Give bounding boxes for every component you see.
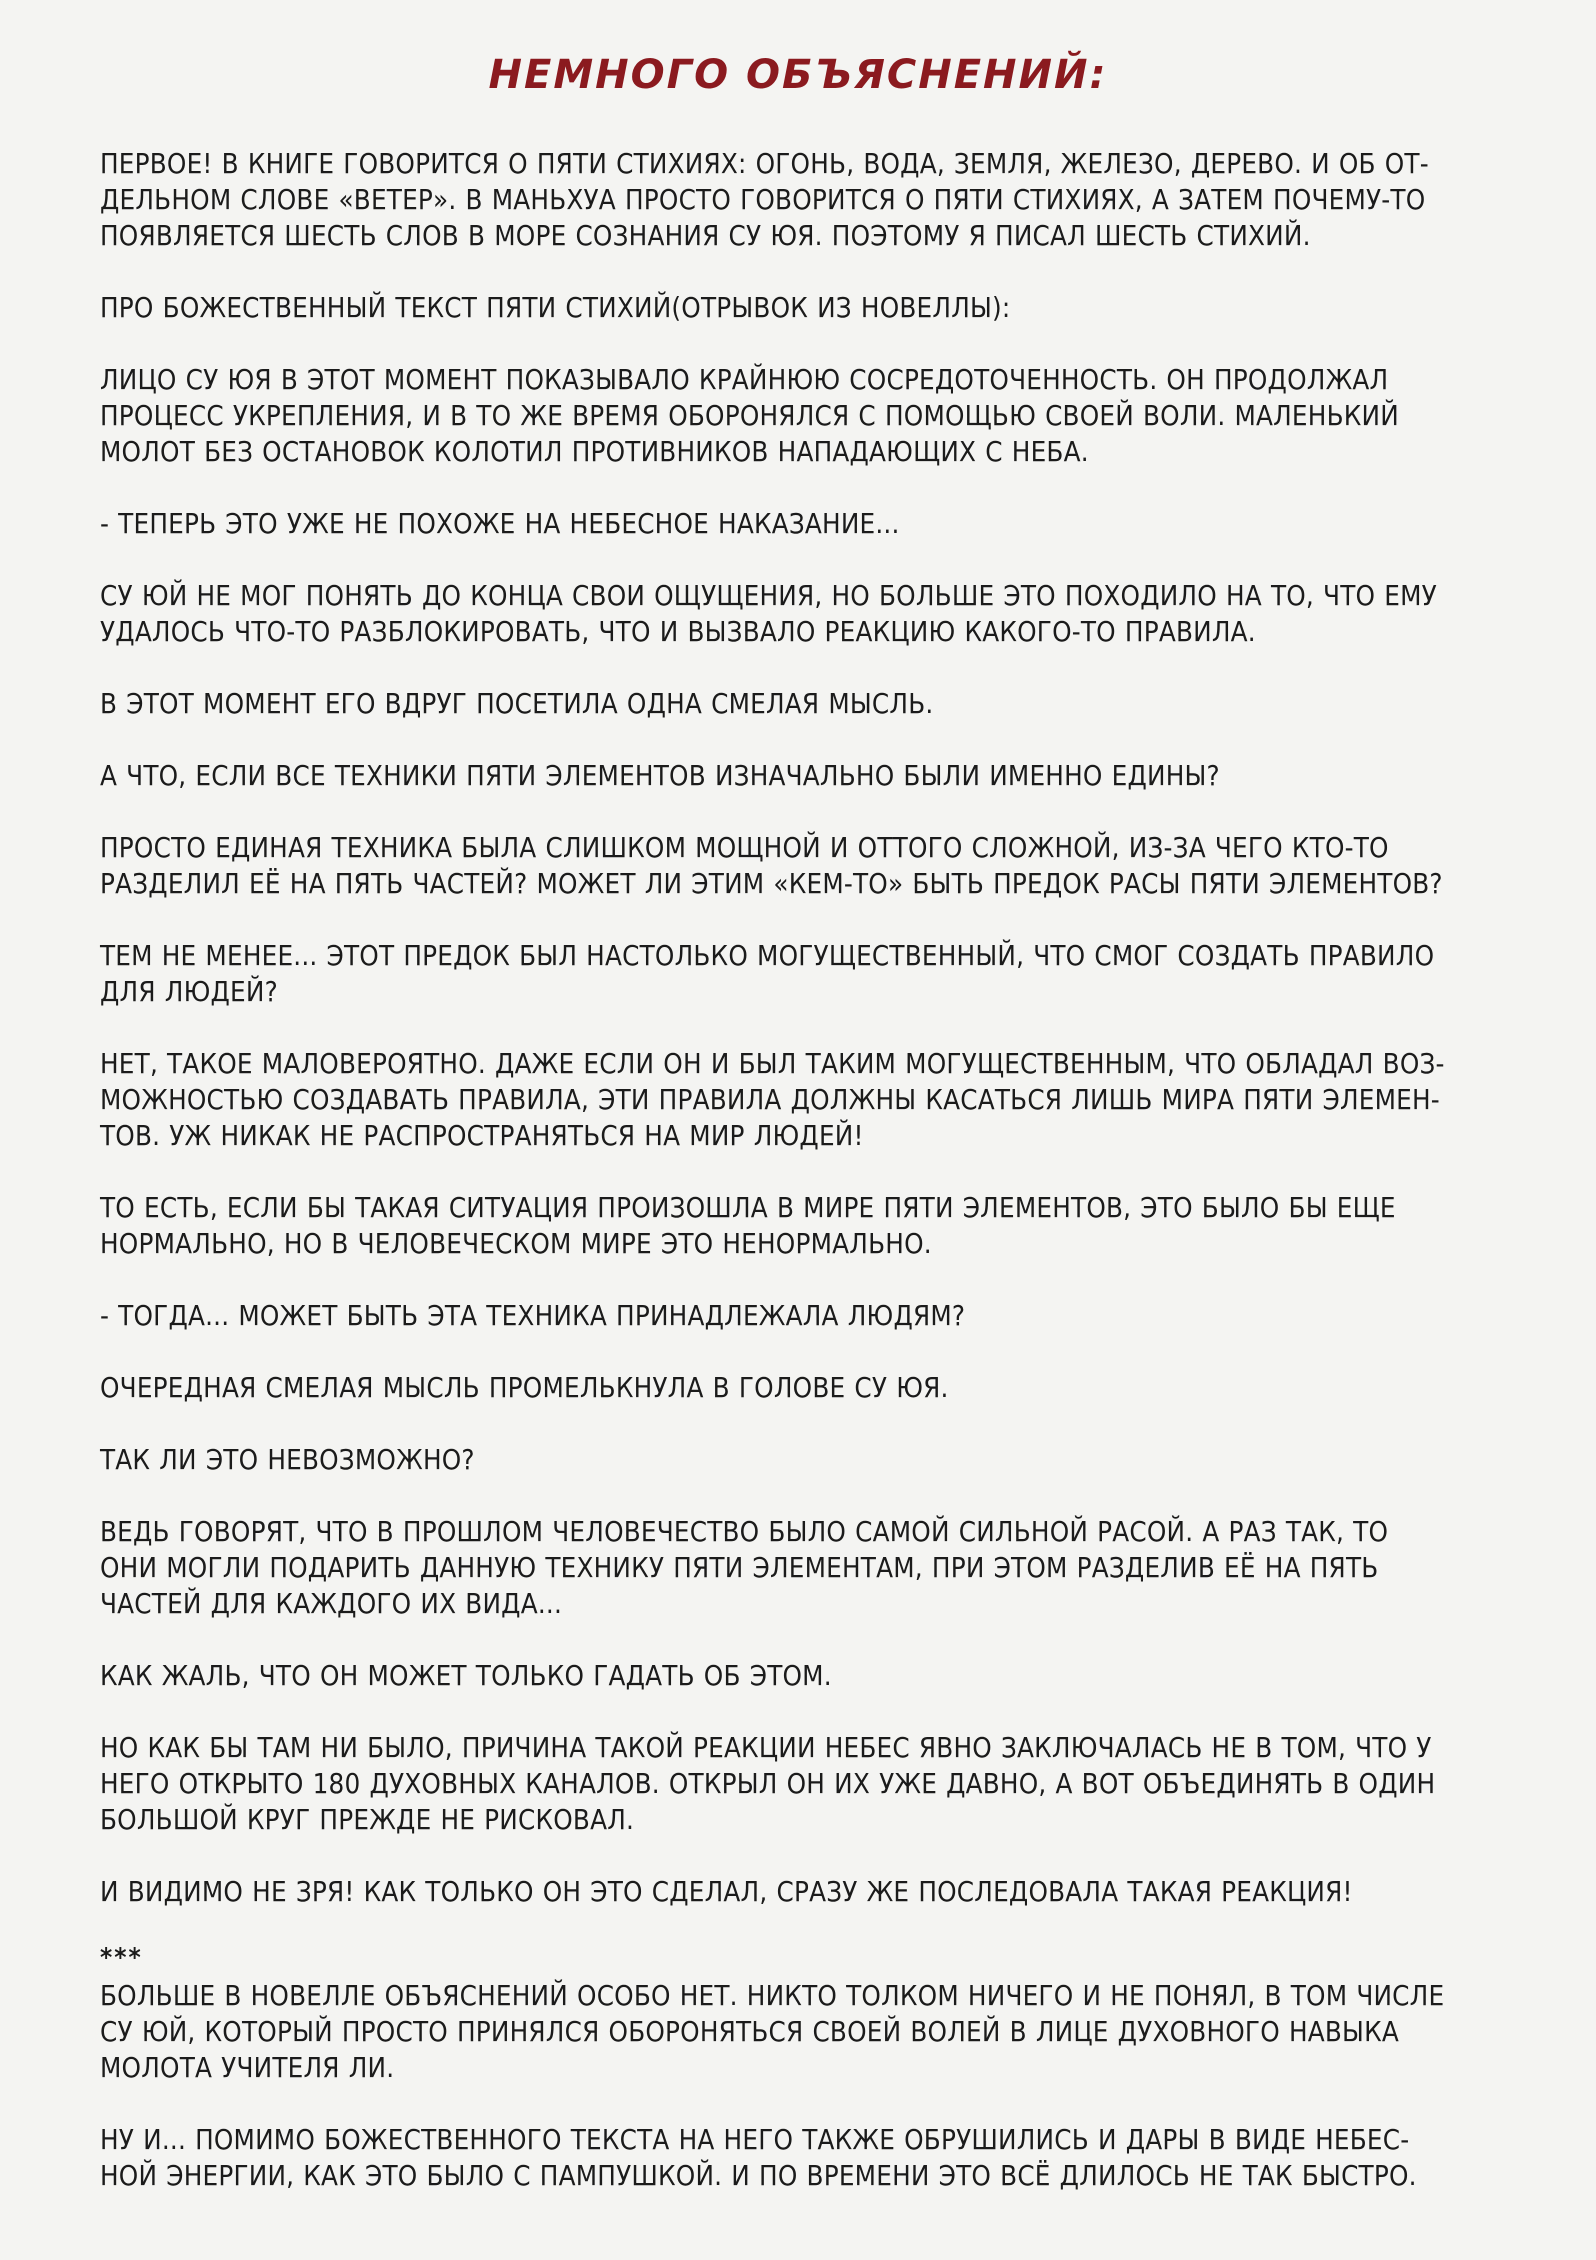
text-line: ВЕДЬ ГОВОРЯТ, ЧТО В ПРОШЛОМ ЧЕЛОВЕЧЕСТВО БЫЛО САМОЙ СИЛЬНОЙ РАСОЙ. А РАЗ ТАК, ТО xyxy=(100,1516,1389,1548)
text-line: ПРОСТО ЕДИНАЯ ТЕХНИКА БЫЛА СЛИШКОМ МОЩНОЙ И ОТТОГО СЛОЖНОЙ, ИЗ-ЗА ЧЕГО КТО-ТО xyxy=(100,832,1389,864)
text-line: УДАЛОСЬ ЧТО-ТО РАЗБЛОКИРОВАТЬ, ЧТО И ВЫЗВАЛО РЕАКЦИЮ КАКОГО-ТО ПРАВИЛА. xyxy=(100,616,1256,648)
paragraph xyxy=(100,830,1510,902)
text-line: ДЕЛЬНОМ СЛОВЕ «ВЕТЕР». В МАНЬХУА ПРОСТО ГОВОРИТСЯ О ПЯТИ СТИХИЯХ, А ЗАТЕМ ПОЧЕМУ-ТО xyxy=(100,184,1426,216)
text-line: РАЗДЕЛИЛ ЕЁ НА ПЯТЬ ЧАСТЕЙ? МОЖЕТ ЛИ ЭТИМ «КЕМ-ТО» БЫТЬ ПРЕДОК РАСЫ ПЯТИ ЭЛЕМЕНТОВ? xyxy=(100,868,1443,900)
text-line: СУ ЮЙ НЕ МОГ ПОНЯТЬ ДО КОНЦА СВОИ ОЩУЩЕНИЯ, НО БОЛЬШЕ ЭТО ПОХОДИЛО НА ТО, ЧТО ЕМУ xyxy=(100,580,1437,612)
text-line: НОРМАЛЬНО, НО В ЧЕЛОВЕЧЕСКОМ МИРЕ ЭТО НЕНОРМАЛЬНО. xyxy=(100,1228,932,1260)
page-title: НЕМНОГО ОБЪЯСНЕНИЙ: xyxy=(488,52,1108,98)
body-text xyxy=(100,146,1510,2230)
text-line: КАК ЖАЛЬ, ЧТО ОН МОЖЕТ ТОЛЬКО ГАДАТЬ ОБ ЭТОМ. xyxy=(100,1660,832,1692)
text-line: В ЭТОТ МОМЕНТ ЕГО ВДРУГ ПОСЕТИЛА ОДНА СМЕЛАЯ МЫСЛЬ. xyxy=(100,688,934,720)
paragraph xyxy=(100,1442,1510,1478)
text-line: БОЛЬШЕ В НОВЕЛЛЕ ОБЪЯСНЕНИЙ ОСОБО НЕТ. НИКТО ТОЛКОМ НИЧЕГО И НЕ ПОНЯЛ, В ТОМ ЧИСЛЕ xyxy=(100,1980,1445,2012)
text-line: И ВИДИМО НЕ ЗРЯ! КАК ТОЛЬКО ОН ЭТО СДЕЛАЛ, СРАЗУ ЖЕ ПОСЛЕДОВАЛА ТАКАЯ РЕАКЦИЯ! xyxy=(100,1876,1353,1908)
paragraph xyxy=(100,1978,1510,2086)
text-line: ЧАСТЕЙ ДЛЯ КАЖДОГО ИХ ВИДА... xyxy=(100,1588,563,1620)
text-line: ТЕМ НЕ МЕНЕЕ... ЭТОТ ПРЕДОК БЫЛ НАСТОЛЬКО МОГУЩЕСТВЕННЫЙ, ЧТО СМОГ СОЗДАТЬ ПРАВИЛО xyxy=(100,940,1435,972)
paragraph xyxy=(100,1190,1510,1262)
text-line: НЕТ, ТАКОЕ МАЛОВЕРОЯТНО. ДАЖЕ ЕСЛИ ОН И БЫЛ ТАКИМ МОГУЩЕСТВЕННЫМ, ЧТО ОБЛАДАЛ ВОЗ- xyxy=(100,1048,1445,1080)
paragraph xyxy=(100,1046,1510,1154)
text-line: ПОЯВЛЯЕТСЯ ШЕСТЬ СЛОВ В МОРЕ СОЗНАНИЯ СУ ЮЯ. ПОЭТОМУ Я ПИСАЛ ШЕСТЬ СТИХИЙ. xyxy=(100,220,1311,252)
paragraph xyxy=(100,1874,1510,1910)
text-line: БОЛЬШОЙ КРУГ ПРЕЖДЕ НЕ РИСКОВАЛ. xyxy=(100,1804,635,1836)
paragraph xyxy=(100,578,1510,650)
paragraph xyxy=(100,1298,1510,1334)
paragraph xyxy=(100,758,1510,794)
text-line: ПРОЦЕСС УКРЕПЛЕНИЯ, И В ТО ЖЕ ВРЕМЯ ОБОРОНЯЛСЯ С ПОМОЩЬЮ СВОЕЙ ВОЛИ. МАЛЕНЬКИЙ xyxy=(100,400,1399,432)
paragraph xyxy=(100,2122,1510,2194)
paragraph xyxy=(100,1514,1510,1622)
paragraph xyxy=(100,1658,1510,1694)
paragraph xyxy=(100,506,1510,542)
paragraph xyxy=(100,938,1510,1010)
text-line: НУ И... ПОМИМО БОЖЕСТВЕННОГО ТЕКСТА НА НЕГО ТАКЖЕ ОБРУШИЛИСЬ И ДАРЫ В ВИДЕ НЕБЕС- xyxy=(100,2124,1410,2156)
text-line: СУ ЮЙ, КОТОРЫЙ ПРОСТО ПРИНЯЛСЯ ОБОРОНЯТЬСЯ СВОЕЙ ВОЛЕЙ В ЛИЦЕ ДУХОВНОГО НАВЫКА xyxy=(100,2016,1399,2048)
text-line: ПРО БОЖЕСТВЕННЫЙ ТЕКСТ ПЯТИ СТИХИЙ(ОТРЫВОК ИЗ НОВЕЛЛЫ): xyxy=(100,292,1011,324)
text-line: ПЕРВОЕ! В КНИГЕ ГОВОРИТСЯ О ПЯТИ СТИХИЯХ: ОГОНЬ, ВОДА, ЗЕМЛЯ, ЖЕЛЕЗО, ДЕРЕВО. И ОБ ОТ- xyxy=(100,148,1429,180)
text-line: ТОВ. УЖ НИКАК НЕ РАСПРОСТРАНЯТЬСЯ НА МИР ЛЮДЕЙ! xyxy=(100,1120,864,1152)
text-line: НЕГО ОТКРЫТО 180 ДУХОВНЫХ КАНАЛОВ. ОТКРЫЛ ОН ИХ УЖЕ ДАВНО, А ВОТ ОБЪЕДИНЯТЬ В ОДИН xyxy=(100,1768,1436,1800)
paragraph xyxy=(100,290,1510,326)
text-line: - ТЕПЕРЬ ЭТО УЖЕ НЕ ПОХОЖЕ НА НЕБЕСНОЕ НАКАЗАНИЕ... xyxy=(100,508,900,540)
text-line: НОЙ ЭНЕРГИИ, КАК ЭТО БЫЛО С ПАМПУШКОЙ. И ПО ВРЕМЕНИ ЭТО ВСЁ ДЛИЛОСЬ НЕ ТАК БЫСТРО. xyxy=(100,2160,1417,2192)
text-line: ОЧЕРЕДНАЯ СМЕЛАЯ МЫСЛЬ ПРОМЕЛЬКНУЛА В ГОЛОВЕ СУ ЮЯ. xyxy=(100,1372,949,1404)
paragraph xyxy=(100,1730,1510,1838)
paragraph xyxy=(100,146,1510,254)
text-line: ОНИ МОГЛИ ПОДАРИТЬ ДАННУЮ ТЕХНИКУ ПЯТИ ЭЛЕМЕНТАМ, ПРИ ЭТОМ РАЗДЕЛИВ ЕЁ НА ПЯТЬ xyxy=(100,1552,1379,1584)
text-line: - ТОГДА... МОЖЕТ БЫТЬ ЭТА ТЕХНИКА ПРИНАДЛЕЖАЛА ЛЮДЯМ? xyxy=(100,1300,966,1332)
text-line: ЛИЦО СУ ЮЯ В ЭТОТ МОМЕНТ ПОКАЗЫВАЛО КРАЙНЮЮ СОСРЕДОТОЧЕННОСТЬ. ОН ПРОДОЛЖАЛ xyxy=(100,364,1389,396)
section-separator: *** xyxy=(100,1943,143,1973)
text-line: МОЛОТА УЧИТЕЛЯ ЛИ. xyxy=(100,2052,395,2084)
text-line: А ЧТО, ЕСЛИ ВСЕ ТЕХНИКИ ПЯТИ ЭЛЕМЕНТОВ ИЗНАЧАЛЬНО БЫЛИ ИМЕННО ЕДИНЫ? xyxy=(100,760,1220,792)
text-line: ТАК ЛИ ЭТО НЕВОЗМОЖНО? xyxy=(100,1444,475,1476)
text-line: ТО ЕСТЬ, ЕСЛИ БЫ ТАКАЯ СИТУАЦИЯ ПРОИЗОШЛА В МИРЕ ПЯТИ ЭЛЕМЕНТОВ, ЭТО БЫЛО БЫ ЕЩЕ xyxy=(100,1192,1396,1224)
text-line: ДЛЯ ЛЮДЕЙ? xyxy=(100,976,278,1008)
text-line: НО КАК БЫ ТАМ НИ БЫЛО, ПРИЧИНА ТАКОЙ РЕАКЦИИ НЕБЕС ЯВНО ЗАКЛЮЧАЛАСЬ НЕ В ТОМ, ЧТО У xyxy=(100,1732,1432,1764)
paragraph xyxy=(100,686,1510,722)
text-line: МОЛОТ БЕЗ ОСТАНОВОК КОЛОТИЛ ПРОТИВНИКОВ НАПАДАЮЩИХ С НЕБА. xyxy=(100,436,1089,468)
paragraph xyxy=(100,362,1510,470)
paragraph xyxy=(100,1370,1510,1406)
text-line: МОЖНОСТЬЮ СОЗДАВАТЬ ПРАВИЛА, ЭТИ ПРАВИЛА ДОЛЖНЫ КАСАТЬСЯ ЛИШЬ МИРА ПЯТИ ЭЛЕМЕН- xyxy=(100,1084,1440,1116)
